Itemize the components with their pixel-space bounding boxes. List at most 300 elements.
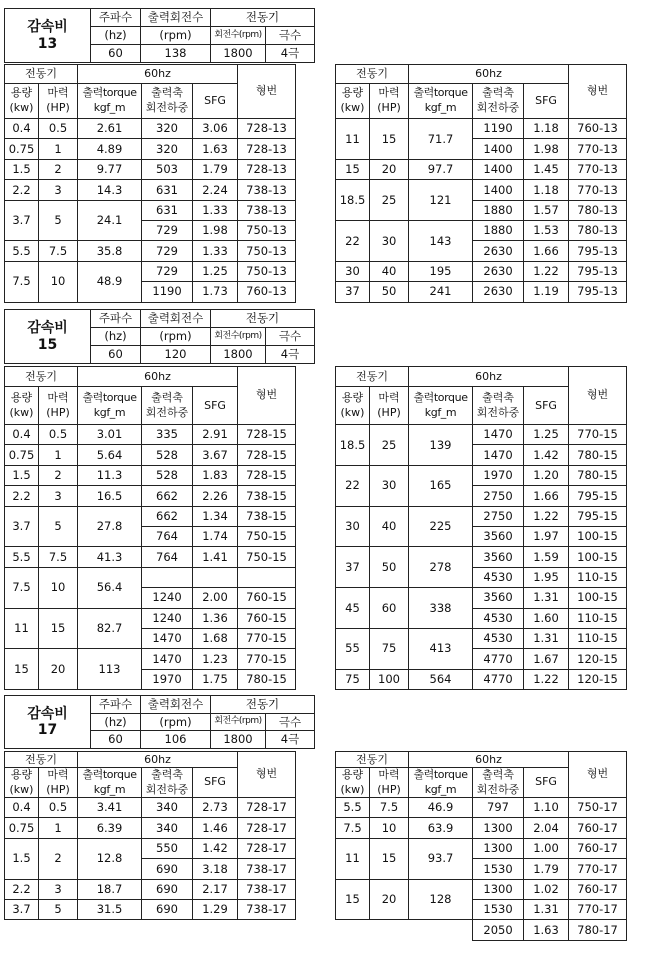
header-row bbox=[5, 367, 296, 387]
capacity-header-line1: 용량 bbox=[341, 767, 364, 781]
cell-load: 764 bbox=[142, 526, 193, 546]
table-row bbox=[5, 139, 296, 159]
motor-header: 전동기 bbox=[336, 367, 409, 387]
table-row bbox=[5, 200, 296, 220]
cell-kw: 15 bbox=[336, 879, 370, 920]
cell-tq: 564 bbox=[409, 669, 473, 689]
reduction-ratio-spec-table bbox=[4, 309, 315, 364]
capacity-header-line2: (kw) bbox=[9, 101, 34, 115]
cell-model bbox=[238, 567, 296, 587]
cell-load: 320 bbox=[142, 118, 193, 138]
cell-sfg: 1.36 bbox=[193, 608, 238, 628]
cell-model: 100-15 bbox=[569, 547, 627, 567]
cell-hp: 50 bbox=[370, 547, 409, 588]
load-header-line1: 출력축 bbox=[151, 767, 183, 781]
torque-header bbox=[409, 83, 473, 118]
cell-model: 728-13 bbox=[238, 159, 296, 179]
capacity-header-line1: 용량 bbox=[10, 767, 33, 781]
freq-60hz-header: 60hz bbox=[409, 65, 569, 84]
cell-kw: 15 bbox=[336, 159, 370, 179]
cell-kw: 7.5 bbox=[336, 818, 370, 838]
motor-rpm-label: 회전수(rpm) bbox=[211, 328, 266, 346]
cell-tq: 14.3 bbox=[78, 180, 142, 200]
table-row bbox=[5, 567, 296, 587]
capacity-header bbox=[5, 83, 39, 118]
torque-header bbox=[409, 387, 473, 425]
capacity-header-line2: (kw) bbox=[340, 406, 365, 420]
freq-60hz-header: 60hz bbox=[409, 752, 569, 768]
torque-header bbox=[78, 387, 142, 425]
cell-tq: 71.7 bbox=[409, 118, 473, 159]
cell-hp: 7.5 bbox=[39, 241, 78, 261]
cell-sfg: 3.06 bbox=[193, 118, 238, 138]
table-row bbox=[5, 424, 296, 444]
table-row bbox=[336, 180, 627, 200]
poles-label: 극수 bbox=[266, 328, 315, 346]
ratio-value: 17 bbox=[37, 721, 58, 738]
torque-header-line1: 출력torque bbox=[82, 86, 137, 100]
model-header: 형번 bbox=[238, 752, 296, 798]
cell-tq: 27.8 bbox=[78, 506, 142, 547]
cell-sfg: 1.18 bbox=[524, 180, 569, 200]
hz-unit: (hz) bbox=[91, 328, 141, 346]
cell-load: 631 bbox=[142, 180, 193, 200]
capacity-header-line1: 용량 bbox=[341, 391, 364, 405]
cell-sfg: 1.63 bbox=[524, 920, 569, 940]
cell-sfg: 1.57 bbox=[524, 200, 569, 220]
cell-tq: 18.7 bbox=[78, 879, 142, 899]
cell-kw: 45 bbox=[336, 588, 370, 629]
cell-hp: 20 bbox=[370, 159, 409, 179]
cell-hp: 1 bbox=[39, 445, 78, 465]
cell-load: 1530 bbox=[473, 859, 524, 879]
cell-tq: 11.3 bbox=[78, 465, 142, 485]
power-header bbox=[39, 768, 78, 798]
cell-sfg: 1.42 bbox=[524, 445, 569, 465]
cell-hp: 2 bbox=[39, 159, 78, 179]
table-row bbox=[336, 282, 627, 302]
cell-sfg: 1.10 bbox=[524, 797, 569, 817]
table-row bbox=[336, 818, 627, 838]
cell-load: 1190 bbox=[473, 118, 524, 138]
load-header-line2: 회전하중 bbox=[145, 783, 189, 797]
cell-tq: 121 bbox=[409, 180, 473, 221]
cell-kw: 1.5 bbox=[5, 465, 39, 485]
cell-load: 764 bbox=[142, 547, 193, 567]
cell-model: 770-13 bbox=[569, 139, 627, 159]
cell-kw: 0.4 bbox=[5, 118, 39, 138]
cell-kw: 2.2 bbox=[5, 879, 39, 899]
power-header bbox=[39, 387, 78, 425]
cell-load: 2050 bbox=[473, 920, 524, 940]
model-header: 형번 bbox=[238, 367, 296, 425]
cell-sfg bbox=[193, 567, 238, 587]
cell-sfg: 1.79 bbox=[193, 159, 238, 179]
poles-value: 4극 bbox=[266, 45, 315, 63]
cell-load: 1190 bbox=[142, 282, 193, 302]
table-row bbox=[5, 818, 296, 838]
cell-hp: 40 bbox=[370, 506, 409, 547]
cell-kw: 11 bbox=[336, 838, 370, 879]
cell-tq: 48.9 bbox=[78, 261, 142, 302]
cell-load: 1240 bbox=[142, 608, 193, 628]
load-header-line2: 회전하중 bbox=[476, 101, 520, 115]
cell-load: 1470 bbox=[142, 628, 193, 648]
cell-sfg: 1.33 bbox=[193, 241, 238, 261]
table-row bbox=[336, 879, 627, 899]
cell-kw: 7.5 bbox=[5, 567, 39, 608]
cell-load: 550 bbox=[142, 838, 193, 858]
table-row bbox=[336, 261, 627, 281]
cell-tq: 128 bbox=[409, 879, 473, 920]
freq-label: 주파수 bbox=[91, 310, 141, 328]
table-row bbox=[336, 547, 627, 567]
table-row bbox=[5, 118, 296, 138]
model-header: 형번 bbox=[569, 752, 627, 798]
capacity-header-line1: 용량 bbox=[341, 86, 364, 100]
motor-data-table-left bbox=[4, 64, 296, 303]
cell-sfg: 1.95 bbox=[524, 567, 569, 587]
load-header-line2: 회전하중 bbox=[145, 406, 189, 420]
cell-kw: 1.5 bbox=[5, 838, 39, 879]
cell-model: 760-15 bbox=[238, 608, 296, 628]
motor-rpm-value: 1800 bbox=[211, 346, 266, 364]
output-rpm-value: 120 bbox=[141, 346, 211, 364]
cell-load: 1240 bbox=[142, 588, 193, 608]
poles-label: 극수 bbox=[266, 713, 315, 731]
cell-tq: 413 bbox=[409, 628, 473, 669]
motor-rpm-label: 회전수(rpm) bbox=[211, 713, 266, 731]
cell-sfg: 1.66 bbox=[524, 241, 569, 261]
cell-sfg: 1.29 bbox=[193, 899, 238, 919]
cell-tq: 195 bbox=[409, 261, 473, 281]
cell-load: 2750 bbox=[473, 486, 524, 506]
cell-tq: 139 bbox=[409, 424, 473, 465]
cell-model: 760-13 bbox=[238, 282, 296, 302]
cell-kw: 18.5 bbox=[336, 424, 370, 465]
cell-model: 120-15 bbox=[569, 669, 627, 689]
cell-model: 728-15 bbox=[238, 465, 296, 485]
cell-tq: 24.1 bbox=[78, 200, 142, 241]
cell-tq: 82.7 bbox=[78, 608, 142, 649]
cell-sfg: 1.79 bbox=[524, 859, 569, 879]
cell-load: 4770 bbox=[473, 649, 524, 669]
spec-row bbox=[5, 9, 315, 27]
power-header bbox=[370, 768, 409, 798]
header-row bbox=[336, 752, 627, 768]
cell-model: 738-15 bbox=[238, 486, 296, 506]
cell-load: 3560 bbox=[473, 588, 524, 608]
cell-hp: 0.5 bbox=[39, 797, 78, 817]
cell-sfg: 3.67 bbox=[193, 445, 238, 465]
motor-data-table-left bbox=[4, 366, 296, 690]
cell-model: 760-17 bbox=[569, 838, 627, 858]
cell-sfg: 2.00 bbox=[193, 588, 238, 608]
model-header: 형번 bbox=[238, 65, 296, 119]
capacity-header bbox=[5, 387, 39, 425]
cell-hp: 50 bbox=[370, 282, 409, 302]
cell-tq: 12.8 bbox=[78, 838, 142, 879]
output-rpm-value: 138 bbox=[141, 45, 211, 63]
ratio-label bbox=[5, 9, 91, 63]
cell-kw: 0.75 bbox=[5, 818, 39, 838]
cell-load: 1880 bbox=[473, 220, 524, 240]
cell-model: 795-13 bbox=[569, 261, 627, 281]
table-row bbox=[5, 159, 296, 179]
cell-hp: 10 bbox=[39, 261, 78, 302]
cell-tq: 93.7 bbox=[409, 838, 473, 879]
power-header-line1: 마력 bbox=[378, 767, 400, 781]
cell-model: 780-13 bbox=[569, 200, 627, 220]
cell-load: 1400 bbox=[473, 159, 524, 179]
table-row bbox=[336, 628, 627, 648]
cell-model: 760-17 bbox=[569, 818, 627, 838]
table-row bbox=[336, 465, 627, 485]
cell-model: 728-13 bbox=[238, 118, 296, 138]
power-header-line1: 마력 bbox=[47, 86, 69, 100]
cell-tq: 63.9 bbox=[409, 818, 473, 838]
cell-model: 738-13 bbox=[238, 200, 296, 220]
table-row bbox=[5, 838, 296, 858]
cell-load: 1970 bbox=[142, 669, 193, 689]
cell-model: 770-15 bbox=[569, 424, 627, 444]
motor-rpm-value: 1800 bbox=[211, 731, 266, 749]
sfg-header: SFG bbox=[193, 83, 238, 118]
cell-model: 780-15 bbox=[238, 669, 296, 689]
cell-kw: 7.5 bbox=[5, 261, 39, 302]
power-header bbox=[39, 83, 78, 118]
cell-tq: 225 bbox=[409, 506, 473, 547]
cell-sfg: 1.00 bbox=[524, 838, 569, 858]
cell-model: 728-15 bbox=[238, 424, 296, 444]
ratio-title: 감속비 bbox=[27, 320, 68, 337]
cell-load: 528 bbox=[142, 445, 193, 465]
cell-hp: 3 bbox=[39, 180, 78, 200]
reduction-ratio-spec-table bbox=[4, 695, 315, 749]
load-header bbox=[473, 768, 524, 798]
cell-hp: 7.5 bbox=[370, 797, 409, 817]
cell-hp: 5 bbox=[39, 506, 78, 547]
model-header: 형번 bbox=[569, 65, 627, 119]
cell-model: 750-13 bbox=[238, 220, 296, 240]
load-header bbox=[142, 83, 193, 118]
ratio-title: 감속비 bbox=[27, 19, 68, 36]
header-row bbox=[5, 752, 296, 768]
cell-model: 750-13 bbox=[238, 241, 296, 261]
power-header-line2: (HP) bbox=[377, 783, 401, 797]
cell-hp: 20 bbox=[39, 649, 78, 690]
spec-row bbox=[5, 310, 315, 328]
cell-hp: 5 bbox=[39, 200, 78, 241]
cell-tq bbox=[409, 920, 473, 940]
capacity-header-line2: (kw) bbox=[9, 406, 34, 420]
cell-load: 2750 bbox=[473, 506, 524, 526]
cell-kw: 30 bbox=[336, 261, 370, 281]
cell-sfg: 2.17 bbox=[193, 879, 238, 899]
cell-load: 503 bbox=[142, 159, 193, 179]
cell-tq: 6.39 bbox=[78, 818, 142, 838]
motor-label: 전동기 bbox=[211, 696, 315, 714]
cell-load: 335 bbox=[142, 424, 193, 444]
cell-model: 728-17 bbox=[238, 838, 296, 858]
ratio-value: 13 bbox=[37, 35, 58, 52]
cell-load: 690 bbox=[142, 879, 193, 899]
cell-tq: 46.9 bbox=[409, 797, 473, 817]
cell-sfg: 1.75 bbox=[193, 669, 238, 689]
cell-tq: 5.64 bbox=[78, 445, 142, 465]
cell-load: 2630 bbox=[473, 282, 524, 302]
cell-hp: 2 bbox=[39, 465, 78, 485]
cell-model: 760-13 bbox=[569, 118, 627, 138]
cell-sfg: 1.68 bbox=[193, 628, 238, 648]
load-header-line1: 출력축 bbox=[482, 391, 514, 405]
cell-sfg: 3.18 bbox=[193, 859, 238, 879]
motor-data-table-left bbox=[4, 751, 296, 920]
torque-header-line2: kgf_m bbox=[424, 101, 457, 115]
table-row bbox=[336, 118, 627, 138]
cell-tq: 16.5 bbox=[78, 486, 142, 506]
cell-model: 770-17 bbox=[569, 899, 627, 919]
cell-kw: 18.5 bbox=[336, 180, 370, 221]
table-row bbox=[336, 838, 627, 858]
cell-load: 3560 bbox=[473, 547, 524, 567]
cell-model: 770-15 bbox=[238, 649, 296, 669]
cell-sfg: 1.46 bbox=[193, 818, 238, 838]
cell-sfg: 1.02 bbox=[524, 879, 569, 899]
hz-unit: (hz) bbox=[91, 27, 141, 45]
freq-label: 주파수 bbox=[91, 696, 141, 714]
cell-hp: 0.5 bbox=[39, 118, 78, 138]
table-row bbox=[336, 506, 627, 526]
load-header-line1: 출력축 bbox=[151, 391, 183, 405]
capacity-header-line2: (kw) bbox=[340, 783, 365, 797]
cell-tq: 143 bbox=[409, 220, 473, 261]
table-row bbox=[336, 920, 627, 940]
torque-header-line2: kgf_m bbox=[93, 783, 126, 797]
cell-model: 120-15 bbox=[569, 649, 627, 669]
torque-header bbox=[409, 768, 473, 798]
cell-kw: 0.4 bbox=[5, 424, 39, 444]
cell-model: 795-13 bbox=[569, 241, 627, 261]
cell-kw: 11 bbox=[336, 118, 370, 159]
cell-sfg: 1.19 bbox=[524, 282, 569, 302]
cell-hp: 3 bbox=[39, 879, 78, 899]
header-row bbox=[336, 367, 627, 387]
cell-load: 1880 bbox=[473, 200, 524, 220]
cell-kw bbox=[336, 920, 370, 940]
power-header-line1: 마력 bbox=[47, 767, 69, 781]
poles-label: 극수 bbox=[266, 27, 315, 45]
cell-tq: 9.77 bbox=[78, 159, 142, 179]
ratio-value: 15 bbox=[37, 336, 58, 353]
cell-load: 340 bbox=[142, 797, 193, 817]
cell-load: 1400 bbox=[473, 180, 524, 200]
cell-kw: 30 bbox=[336, 506, 370, 547]
table-row bbox=[5, 261, 296, 281]
cell-tq: 3.41 bbox=[78, 797, 142, 817]
cell-kw: 22 bbox=[336, 220, 370, 261]
table-row bbox=[5, 241, 296, 261]
cell-hp: 15 bbox=[370, 838, 409, 879]
torque-header-line2: kgf_m bbox=[93, 101, 126, 115]
cell-model: 750-15 bbox=[238, 526, 296, 546]
output-rpm-label: 출력회전수 bbox=[141, 310, 211, 328]
cell-kw: 2.2 bbox=[5, 486, 39, 506]
torque-header bbox=[78, 83, 142, 118]
cell-sfg: 1.98 bbox=[193, 220, 238, 240]
cell-model: 770-13 bbox=[569, 180, 627, 200]
load-header bbox=[473, 387, 524, 425]
cell-hp: 30 bbox=[370, 465, 409, 506]
cell-sfg: 1.31 bbox=[524, 588, 569, 608]
output-rpm-label: 출력회전수 bbox=[141, 696, 211, 714]
cell-tq: 97.7 bbox=[409, 159, 473, 179]
cell-hp: 40 bbox=[370, 261, 409, 281]
cell-model: 738-17 bbox=[238, 899, 296, 919]
motor-header: 전동기 bbox=[5, 367, 78, 387]
load-header-line1: 출력축 bbox=[482, 767, 514, 781]
cell-model: 750-15 bbox=[238, 547, 296, 567]
cell-load: 1300 bbox=[473, 879, 524, 899]
cell-sfg: 2.26 bbox=[193, 486, 238, 506]
cell-load: 1300 bbox=[473, 818, 524, 838]
cell-sfg: 1.22 bbox=[524, 669, 569, 689]
motor-data-table-right bbox=[335, 64, 627, 303]
torque-header bbox=[78, 768, 142, 798]
ratio-title: 감속비 bbox=[27, 705, 68, 722]
cell-kw: 0.75 bbox=[5, 445, 39, 465]
torque-header-line1: 출력torque bbox=[82, 391, 137, 405]
torque-header-line2: kgf_m bbox=[424, 406, 457, 420]
table-row bbox=[5, 180, 296, 200]
table-row bbox=[336, 797, 627, 817]
cell-sfg: 1.22 bbox=[524, 261, 569, 281]
cell-tq: 4.89 bbox=[78, 139, 142, 159]
cell-load: 1400 bbox=[473, 139, 524, 159]
cell-kw: 3.7 bbox=[5, 200, 39, 241]
cell-tq: 278 bbox=[409, 547, 473, 588]
cell-model: 795-13 bbox=[569, 282, 627, 302]
cell-load: 729 bbox=[142, 241, 193, 261]
cell-load: 729 bbox=[142, 261, 193, 281]
table-row bbox=[5, 608, 296, 628]
cell-model: 728-17 bbox=[238, 797, 296, 817]
cell-model: 795-15 bbox=[569, 486, 627, 506]
cell-model: 750-13 bbox=[238, 261, 296, 281]
capacity-header-line2: (kw) bbox=[9, 783, 34, 797]
cell-load: 340 bbox=[142, 818, 193, 838]
sfg-header: SFG bbox=[193, 768, 238, 798]
cell-kw: 0.4 bbox=[5, 797, 39, 817]
cell-load: 1470 bbox=[142, 649, 193, 669]
cell-model: 738-17 bbox=[238, 859, 296, 879]
ratio-label bbox=[5, 696, 91, 749]
cell-load: 797 bbox=[473, 797, 524, 817]
cell-hp: 100 bbox=[370, 669, 409, 689]
cell-sfg: 1.18 bbox=[524, 118, 569, 138]
cell-load: 3560 bbox=[473, 526, 524, 546]
cell-load bbox=[142, 567, 193, 587]
cell-load: 729 bbox=[142, 220, 193, 240]
table-row bbox=[336, 424, 627, 444]
cell-sfg: 1.97 bbox=[524, 526, 569, 546]
cell-model: 770-13 bbox=[569, 159, 627, 179]
motor-rpm-value: 1800 bbox=[211, 45, 266, 63]
cell-hp: 25 bbox=[370, 180, 409, 221]
cell-sfg: 1.41 bbox=[193, 547, 238, 567]
cell-kw: 55 bbox=[336, 628, 370, 669]
cell-kw: 37 bbox=[336, 547, 370, 588]
